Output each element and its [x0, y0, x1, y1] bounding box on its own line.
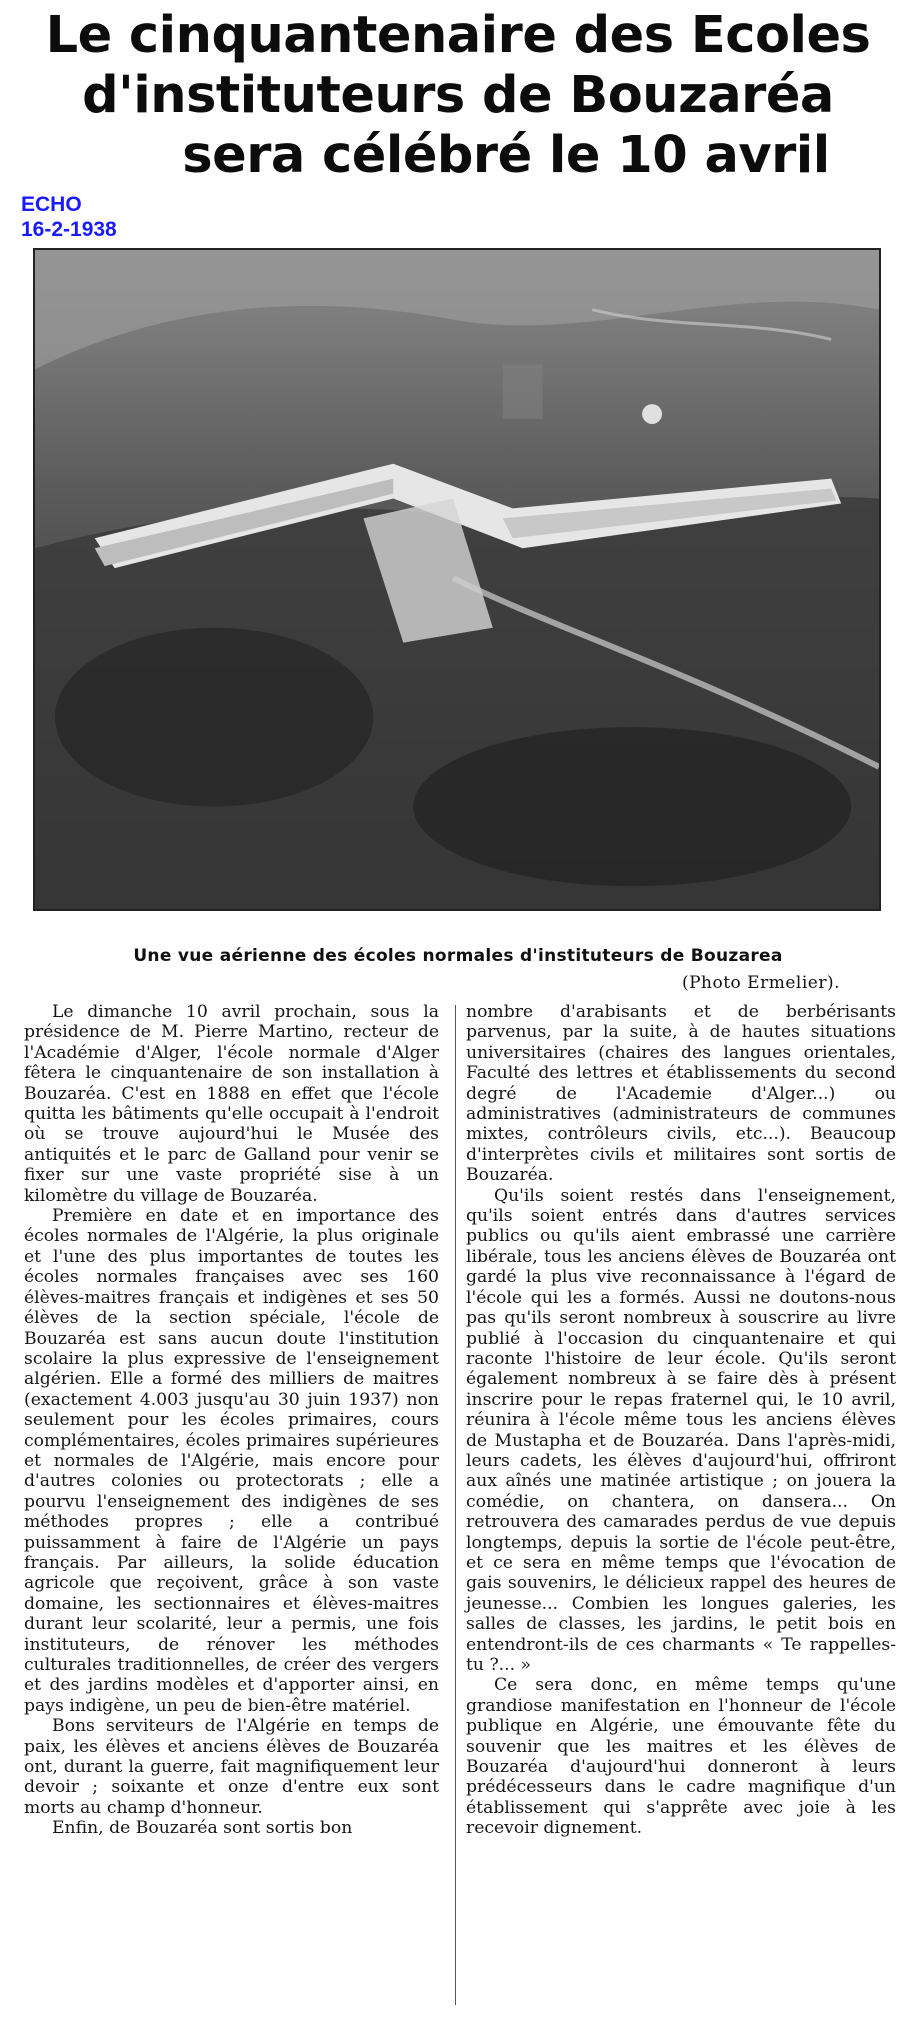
- column-divider: [455, 1005, 456, 2005]
- right-paragraph-2: Qu'ils soient restés dans l'enseignement, qu'ils soient entrés dans d'autres services publics ou qu'ils aient embrassé une carrière libérale, tous les anciens élèves de Bouzaréa ont gardé la plus vive reconnaissance à l'égard de l'école qui les a formés. Aussi ne doutons-nous pas qu'ils seront nombreux à souscrire au livre publié à l'occasion du cinquantenaire et qui raconte l'histoire de leur école. Qu'ils seront également nombreux à se faire dès à présent inscrire pour le repas fraternel qui, le 10 avril, réunira à l'école même tous les anciens élèves de Mustapha et de Bouzaréa. Dans l'après-midi, leurs cadets, les élèves d'aujourd'hui, offriront aux aînés une matinée artistique ; on jouera la comédie, on chantera, on dansera... On retrouvera des camarades perdus de vue depuis longtemps, depuis la sortie de l'école peut-être, et ce sera en même temps que l'évocation de gais souvenirs, le délicieux rappel des heures de jeunesse... Combien les longues galeries, les salles de classes, les jardins, le petit bois en entendront-ils de ces charmants « Te rappelles-tu ?... »: [466, 1185, 896, 1675]
- article-headline: [0, 6, 916, 186]
- photo-credit: (Photo Ermelier).: [681, 973, 840, 993]
- photo-caption: Une vue aérienne des écoles normales d'instituteurs de Bouzarea: [133, 946, 783, 966]
- article-column-left: [24, 1002, 439, 1839]
- headline-line-2: d'instituteurs de Bouzaréa: [82, 66, 834, 125]
- source-date: 16-2-1938: [21, 218, 117, 241]
- left-paragraph-2: Première en date et en importance des écoles normales de l'Algérie, la plus originale et l'une des plus importantes de toutes les écoles normales françaises avec ses 160 élèves-maitres français et indigènes et ses 50 élèves de la section spéciale, l'école de Bouzaréa est sans aucun doute l'institution scolaire la plus expressive de l'enseignement algérien. Elle a formé des milliers de maitres (exactement 4.003 jusqu'au 30 juin 1937) non seulement pour les écoles primaires, cours complémentaires, écoles primaires supérieures et normales de l'Algérie, mais encore pour d'autres colonies ou protectorats ; elle a pourvu l'enseignement des indigènes de ses méthodes propres ; elle a contribué puissamment à faire de l'Algérie un pays français. Par ailleurs, la solide éducation agricole que reçoivent, grâce à son vaste domaine, les sectionnaires et élèves-maitres durant leur scolarité, leur a permis, une fois instituteurs, de rénover les méthodes culturales traditionnelles, de créer des vergers et des jardins modèles et d'apporter ainsi, en pays indigène, un peu de bien-être matériel.: [24, 1206, 439, 1716]
- right-paragraph-3: Ce sera donc, en même temps qu'une grandiose manifestation en l'honneur de l'école publique en Algérie, une émouvante fête du souvenir que les maitres et les élèves de Bouzaréa d'aujourd'hui donneront à leurs prédécesseurs dans le cadre magnifique d'un établissement qui s'apprête avec joie à les recevoir dignement.: [466, 1675, 896, 1839]
- headline-line-1: Le cinquantenaire des Ecoles: [45, 6, 871, 65]
- aerial-photo-illustration: [35, 250, 879, 909]
- left-paragraph-1: Le dimanche 10 avril prochain, sous la présidence de M. Pierre Martino, recteur de l'Académie d'Alger, l'école normale d'Alger fêtera le cinquantenaire de son installation à Bouzaréa. C'est en 1888 en effet que l'école quitta les bâtiments qu'elle occupait à l'endroit où se trouve aujourd'hui le Musée des antiquités et le parc de Galland pour venir se fixer sur une vaste propriété sise à un kilomètre du village de Bouzaréa.: [24, 1002, 439, 1206]
- left-paragraph-3: Bons serviteurs de l'Algérie en temps de paix, les élèves et anciens élèves de Bouzaréa ont, durant la guerre, fait magnifiquement leur devoir ; soixante et onze d'entre eux sont morts au champ d'honneur.: [24, 1716, 439, 1818]
- article-column-right: [466, 1002, 896, 1839]
- left-paragraph-4: Enfin, de Bouzaréa sont sortis bon: [52, 1818, 353, 1839]
- aerial-photo: [33, 248, 881, 911]
- right-paragraph-1: nombre d'arabisants et de berbérisants parvenus, par la suite, à de hautes situations universitaires (chaires des langues orientales, Faculté des lettres et établissements du second degré de l'Academie d'Alger...) ou administratives (administrateurs de communes mixtes, contrôleurs civils, etc...). Beaucoup d'interprètes civils et militaires sont sortis de Bouzaréa.: [466, 1002, 896, 1186]
- source-name: ECHO: [21, 193, 82, 216]
- headline-line-3: sera célébré le 10 avril: [182, 126, 830, 185]
- source-annotation: [21, 192, 117, 242]
